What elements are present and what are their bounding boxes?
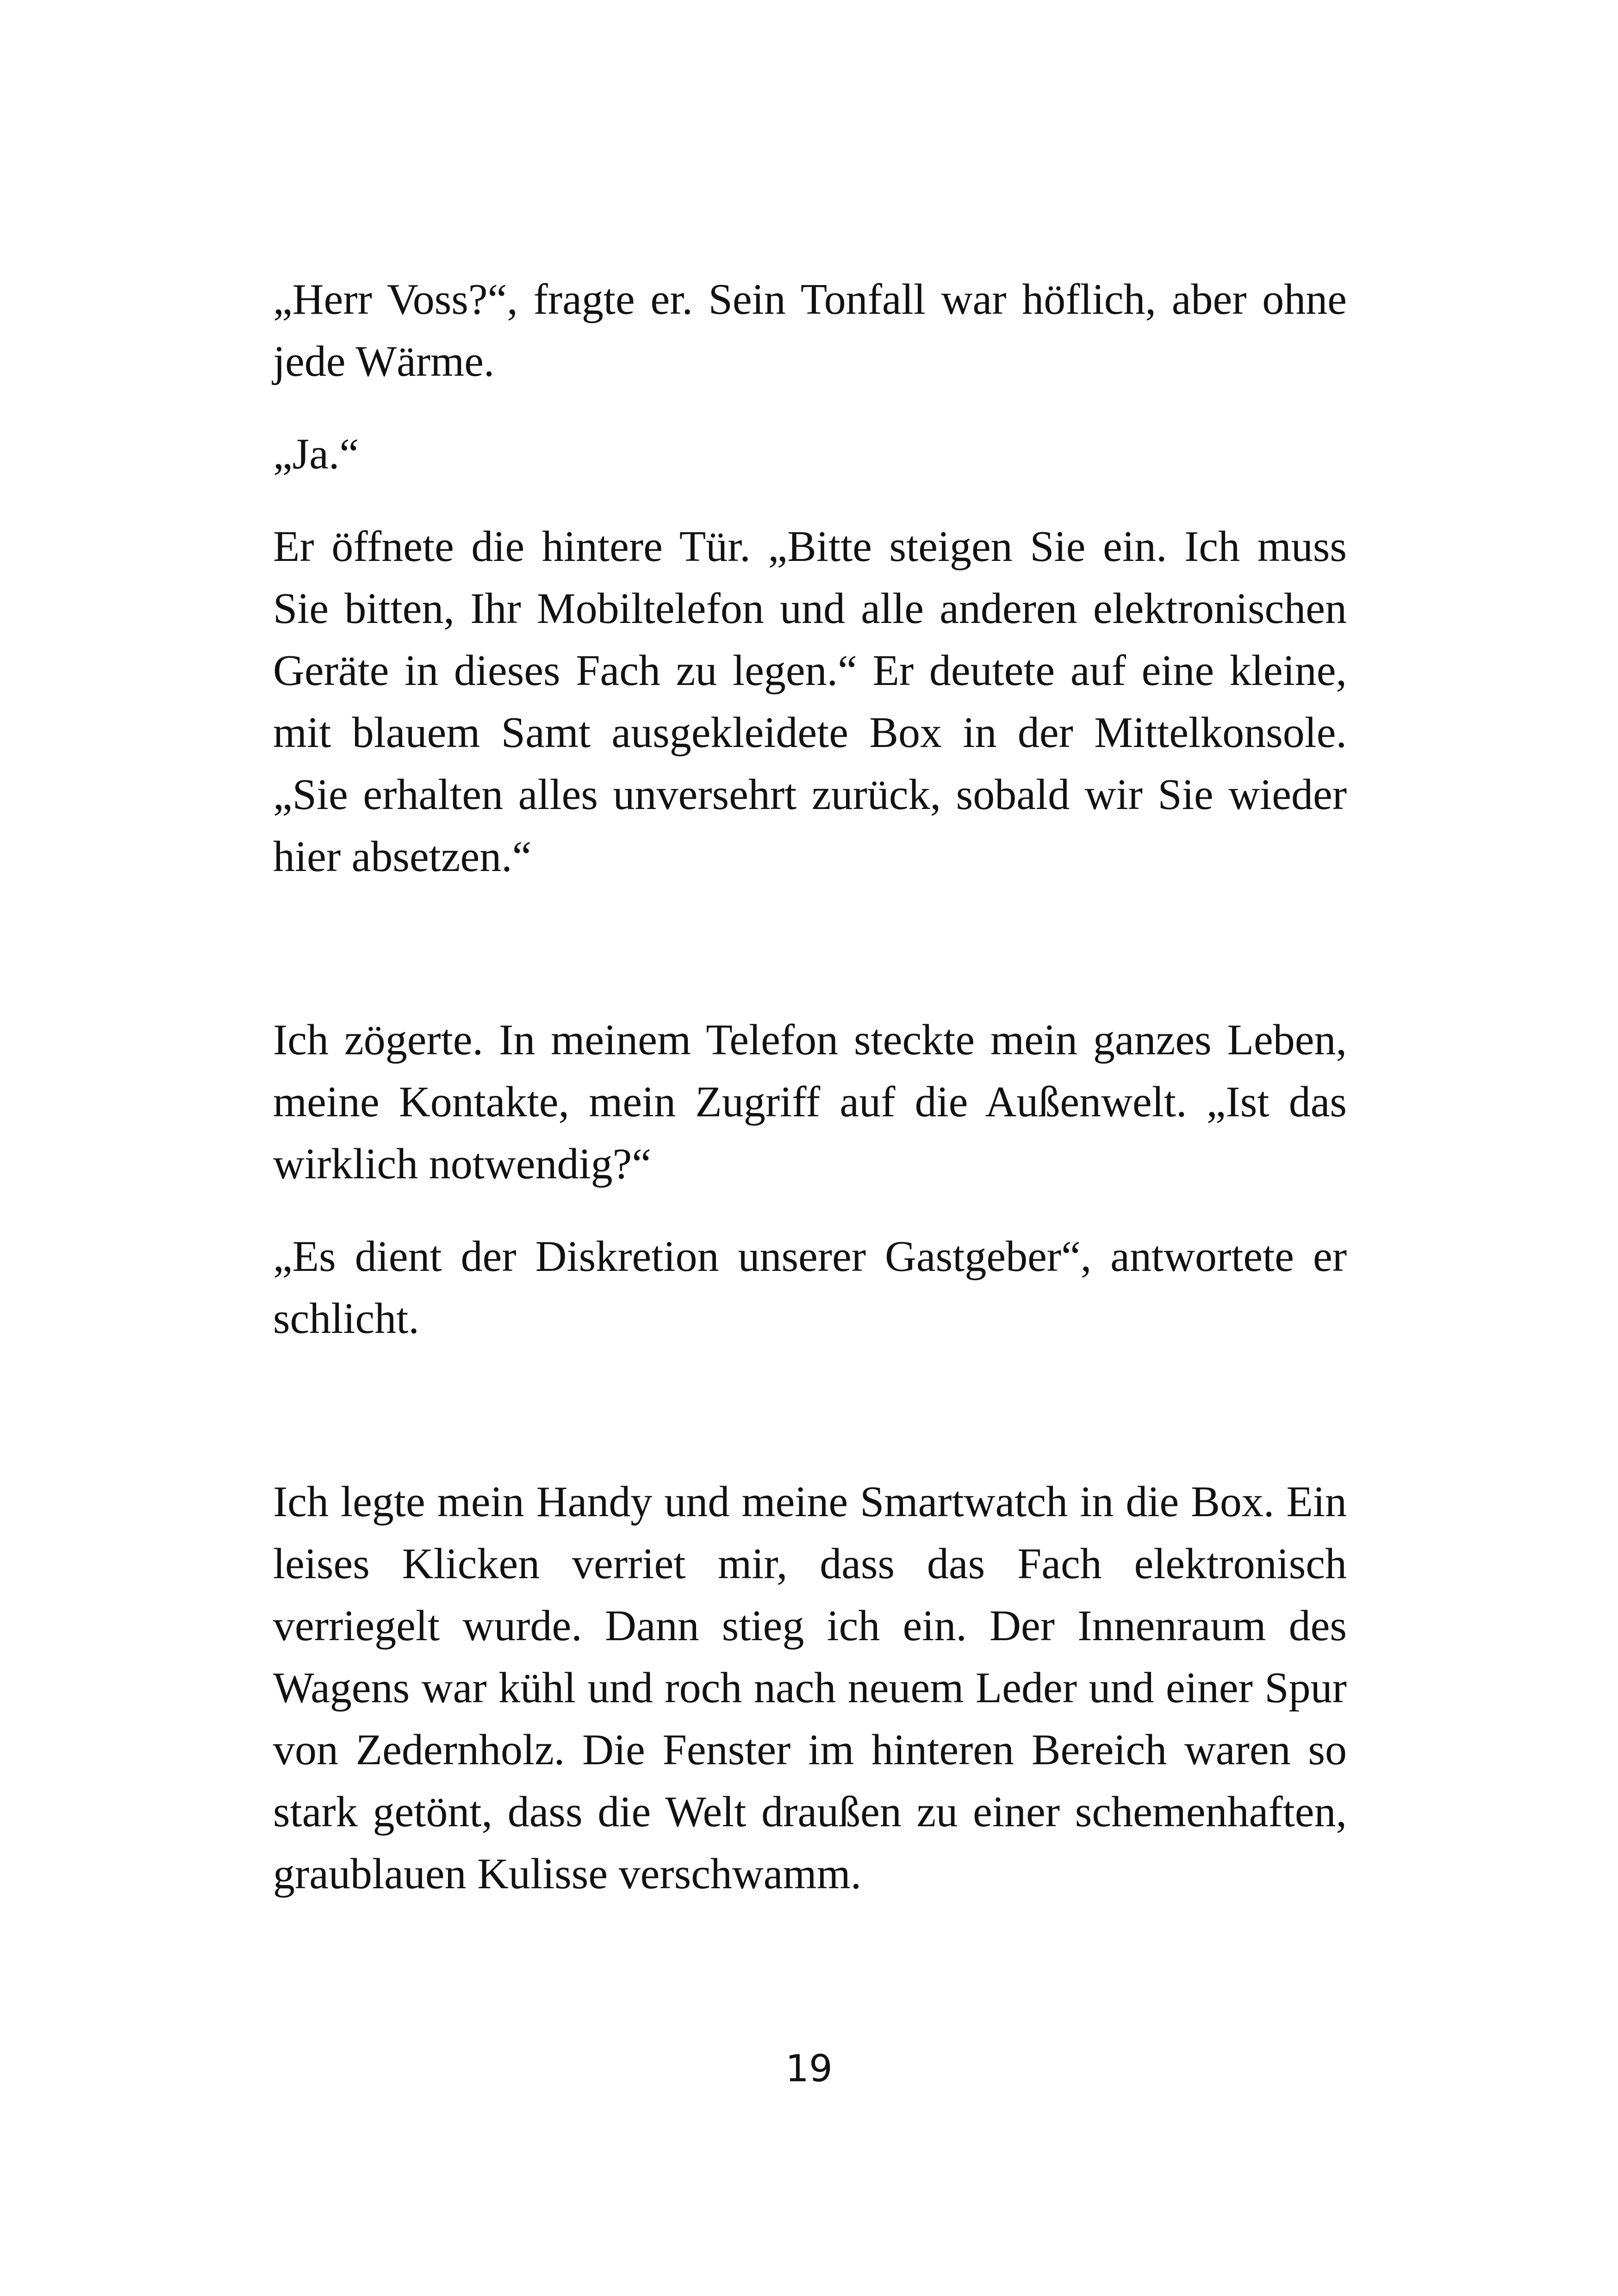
paragraph-3: Er öffnete die hintere Tür. „Bitte steigen Sie ein. Ich muss Sie bitten, Ihr Mobiltelefon und alle anderen elektronischen Geräte in dieses Fach zu legen.“ Er deutete auf eine kleine, mit blauem Samt ausgekleidete Box in der Mittelkonsole. „Sie erhalten alles unversehrt zurück, sobald wir Sie wieder hier absetzen.“ — [273, 523, 1347, 881]
page-body — [273, 268, 1347, 1905]
paragraph-4: Ich zögerte. In meinem Telefon steckte mein ganzes Leben, meine Kontakte, mein Zugriff auf die Außenwelt. „Ist das wirklich notwendig?“ — [273, 1016, 1347, 1188]
paragraph-1: „Herr Voss?“, fragte er. Sein Tonfall war höflich, aber ohne jede Wärme. — [273, 275, 1347, 386]
paragraph-5: „Es dient der Diskretion unserer Gastgeber“, antwortete er schlicht. — [273, 1232, 1347, 1343]
paragraph-6: Ich legte mein Handy und meine Smartwatch in die Box. Ein leises Klicken verriet mir, dass das Fach elektronisch verriegelt wurde. Dann stieg ich ein. Der Innenraum des Wagens war kühl und roch nach neuem Leder und einer Spur von Zedernholz. Die Fenster im hinteren Bereich waren so stark getönt, dass die Welt draußen zu einer schemenhaften, graublauen Kulisse verschwamm. — [273, 1478, 1347, 1898]
page-number: 19 — [785, 2047, 833, 2090]
paragraph-2: „Ja.“ — [273, 430, 359, 478]
